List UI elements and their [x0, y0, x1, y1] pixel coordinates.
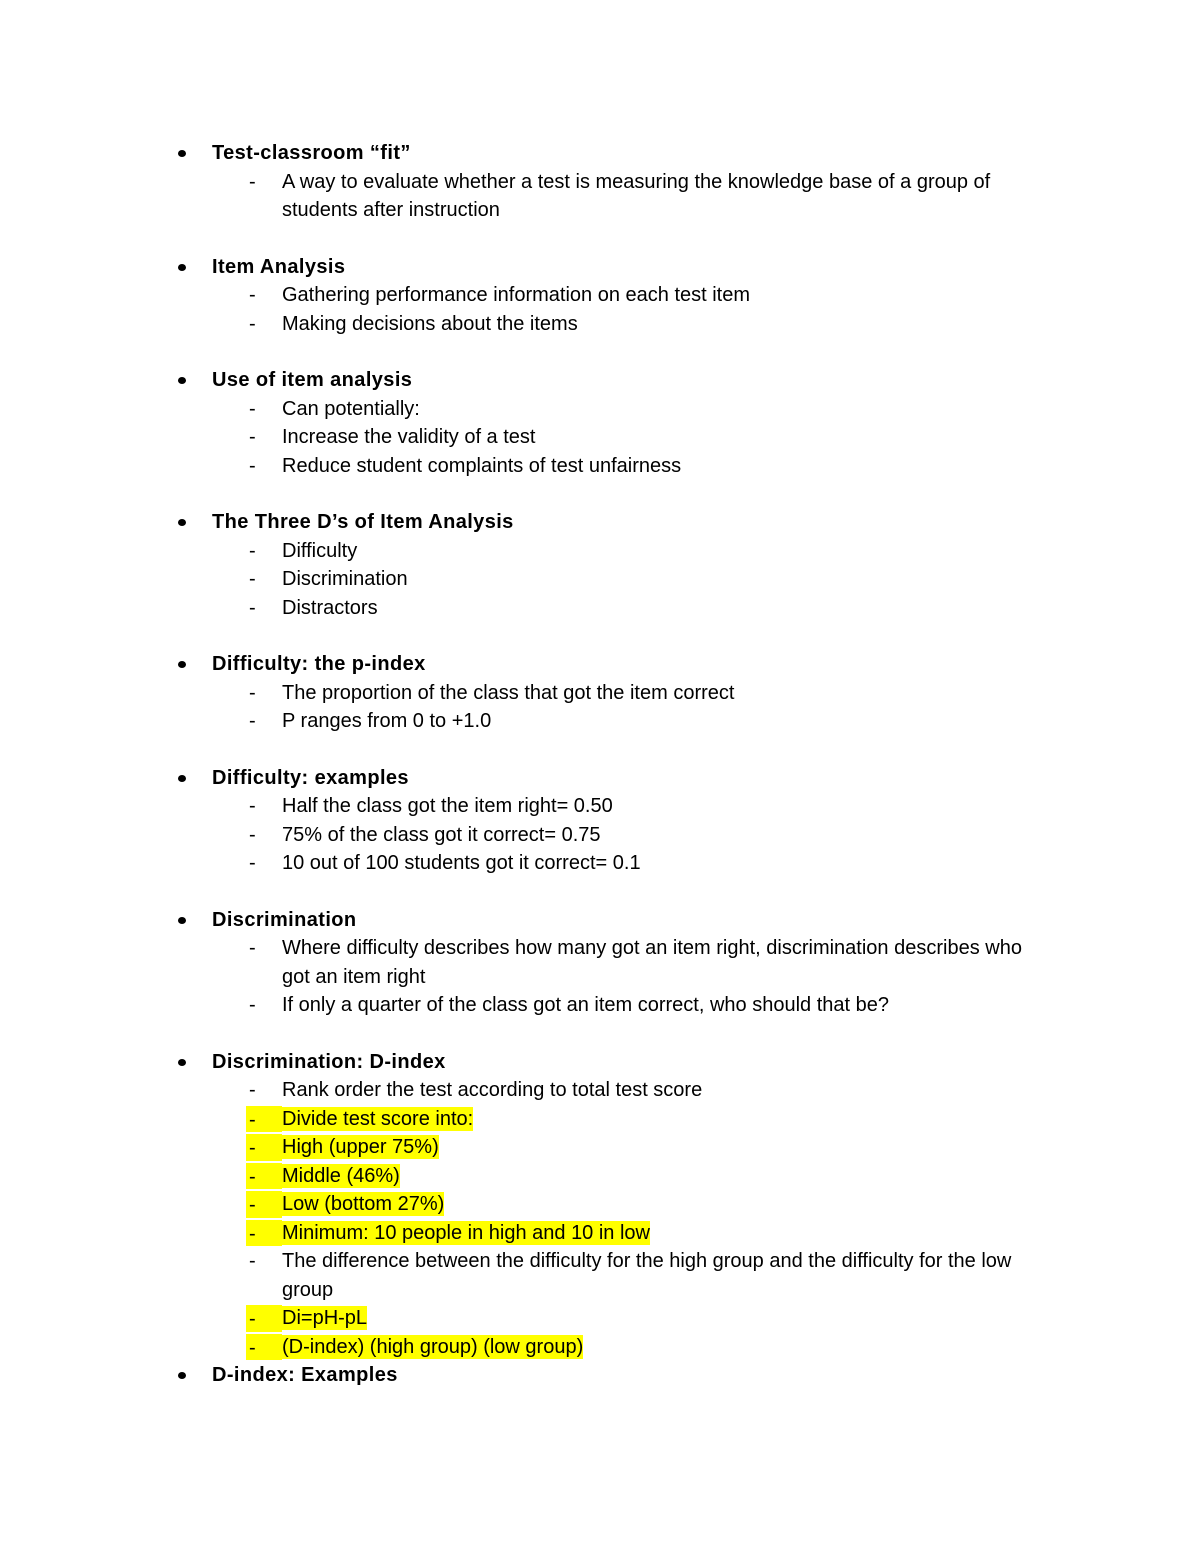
- list-item: [0, 1162, 1200, 1191]
- list-item: [0, 1247, 1200, 1304]
- list-item: [0, 565, 1200, 594]
- section-heading-row: [0, 1048, 1200, 1077]
- dash-marker-icon: -: [249, 994, 256, 1016]
- section-heading-row: [0, 650, 1200, 679]
- list-item-text: The proportion of the class that got the item correct: [282, 681, 735, 704]
- section-heading-row: [0, 139, 1200, 168]
- list-item: [0, 452, 1200, 481]
- bullet-dot-icon: [178, 519, 186, 526]
- list-item-text: The difference between the difficulty for the high group and the difficulty for the low group: [282, 1250, 1012, 1301]
- bullet-dot-icon: [178, 917, 186, 924]
- list-item-text: A way to evaluate whether a test is measuring the knowledge base of a group of students after instruction: [282, 170, 991, 221]
- dash-marker-icon: -: [249, 852, 256, 874]
- section-heading: Use of item analysis: [212, 369, 413, 391]
- list-item: [0, 1105, 1200, 1134]
- dash-marker-icon: -: [249, 568, 256, 590]
- list-item: [0, 168, 1200, 225]
- outline-section: [0, 906, 1200, 1020]
- dash-marker-icon: -: [249, 823, 256, 846]
- list-item-text: 10 out of 100 students got it correct= 0.1: [282, 852, 641, 874]
- bullet-dot-icon: [178, 661, 186, 668]
- dash-marker-icon: -: [249, 539, 256, 562]
- section-heading-row: [0, 1361, 1200, 1390]
- section-heading-row: [0, 906, 1200, 935]
- section-heading: D-index: Examples: [212, 1364, 398, 1386]
- dash-marker-icon: -: [249, 312, 256, 335]
- list-item-text: Making decisions about the items: [282, 312, 578, 335]
- list-item-text: Di=pH-pL: [282, 1307, 368, 1329]
- dash-marker-icon: -: [246, 1191, 282, 1218]
- list-item: [0, 537, 1200, 566]
- bullet-dot-icon: [178, 775, 186, 782]
- list-item: [0, 792, 1200, 821]
- list-item-text: Rank order the test according to total test score: [282, 1079, 703, 1101]
- list-item-text: 75% of the class got it correct= 0.75: [282, 823, 601, 846]
- outline-section: [0, 139, 1200, 225]
- dash-marker-icon: -: [246, 1220, 282, 1247]
- list-item-text: Distractors: [282, 596, 378, 619]
- list-item: [0, 1219, 1200, 1248]
- list-item: [0, 1133, 1200, 1162]
- section-heading-row: [0, 366, 1200, 395]
- dash-marker-icon: -: [249, 795, 256, 817]
- bullet-dot-icon: [178, 377, 186, 384]
- section-heading-row: [0, 508, 1200, 537]
- bullet-dot-icon: [178, 150, 186, 157]
- section-heading-row: [0, 764, 1200, 793]
- list-item-text: Minimum: 10 people in high and 10 in low: [282, 1221, 650, 1244]
- list-item: [0, 1333, 1200, 1362]
- dash-marker-icon: -: [246, 1106, 282, 1133]
- list-item: [0, 821, 1200, 850]
- dash-marker-icon: -: [249, 397, 256, 420]
- outline-section: [0, 1361, 1200, 1390]
- outline-section: [0, 253, 1200, 339]
- outline-section: [0, 366, 1200, 480]
- outline-section: [0, 764, 1200, 878]
- list-item-text: Low (bottom 27%): [282, 1193, 445, 1215]
- list-item: [0, 934, 1200, 991]
- list-item: [0, 594, 1200, 623]
- list-item-text: Reduce student complaints of test unfairness: [282, 454, 682, 477]
- list-item-text: Can potentially:: [282, 397, 420, 420]
- list-item-text: Increase the validity of a test: [282, 426, 536, 448]
- dash-marker-icon: -: [249, 596, 256, 619]
- list-item: [0, 707, 1200, 736]
- dash-marker-icon: -: [249, 284, 256, 306]
- dash-marker-icon: -: [249, 1079, 256, 1101]
- dash-marker-icon: -: [249, 681, 256, 704]
- section-heading: Item Analysis: [212, 255, 346, 278]
- list-item: [0, 1304, 1200, 1333]
- document-page: [0, 139, 1200, 1418]
- list-item-text: Where difficulty describes how many got an item right, discrimination describes who got an item right: [282, 937, 1022, 988]
- list-item: [0, 991, 1200, 1020]
- list-item-text: Difficulty: [282, 539, 358, 562]
- list-item-text: Divide test score into:: [282, 1107, 474, 1130]
- dash-marker-icon: -: [249, 1250, 256, 1272]
- dash-marker-icon: -: [246, 1334, 282, 1361]
- section-heading: Difficulty: the p-index: [212, 653, 426, 675]
- outline-section: [0, 508, 1200, 622]
- list-item: [0, 679, 1200, 708]
- section-heading: The Three D’s of Item Analysis: [212, 511, 514, 533]
- list-item-text: (D-index) (high group) (low group): [282, 1335, 584, 1358]
- list-item: [0, 310, 1200, 339]
- list-item: [0, 1076, 1200, 1105]
- bullet-dot-icon: [178, 1059, 186, 1066]
- bullet-dot-icon: [178, 264, 186, 271]
- list-item-text: Half the class got the item right= 0.50: [282, 795, 613, 817]
- list-item-text: Middle (46%): [282, 1164, 400, 1187]
- section-heading: Test-classroom “fit”: [212, 142, 411, 164]
- list-item-text: High (upper 75%): [282, 1136, 439, 1158]
- dash-marker-icon: -: [246, 1134, 282, 1161]
- dash-marker-icon: -: [249, 710, 256, 732]
- dash-marker-icon: -: [249, 454, 256, 477]
- list-item-text: Gathering performance information on each test item: [282, 284, 751, 306]
- list-item-text: If only a quarter of the class got an item correct, who should that be?: [282, 994, 890, 1016]
- dash-marker-icon: -: [249, 170, 256, 193]
- list-item: [0, 1190, 1200, 1219]
- dash-marker-icon: -: [246, 1163, 282, 1190]
- outline-section: [0, 650, 1200, 736]
- list-item: [0, 849, 1200, 878]
- list-item: [0, 281, 1200, 310]
- section-heading: Difficulty: examples: [212, 766, 409, 789]
- outline-section: [0, 1048, 1200, 1362]
- section-heading-row: [0, 253, 1200, 282]
- list-item: [0, 423, 1200, 452]
- section-heading: Discrimination: D-index: [212, 1050, 446, 1073]
- section-heading: Discrimination: [212, 908, 357, 931]
- bullet-dot-icon: [178, 1372, 186, 1379]
- list-item: [0, 395, 1200, 424]
- dash-marker-icon: -: [246, 1305, 282, 1332]
- list-item-text: Discrimination: [282, 568, 408, 590]
- dash-marker-icon: -: [249, 426, 256, 448]
- list-item-text: P ranges from 0 to +1.0: [282, 710, 492, 732]
- dash-marker-icon: -: [249, 937, 256, 959]
